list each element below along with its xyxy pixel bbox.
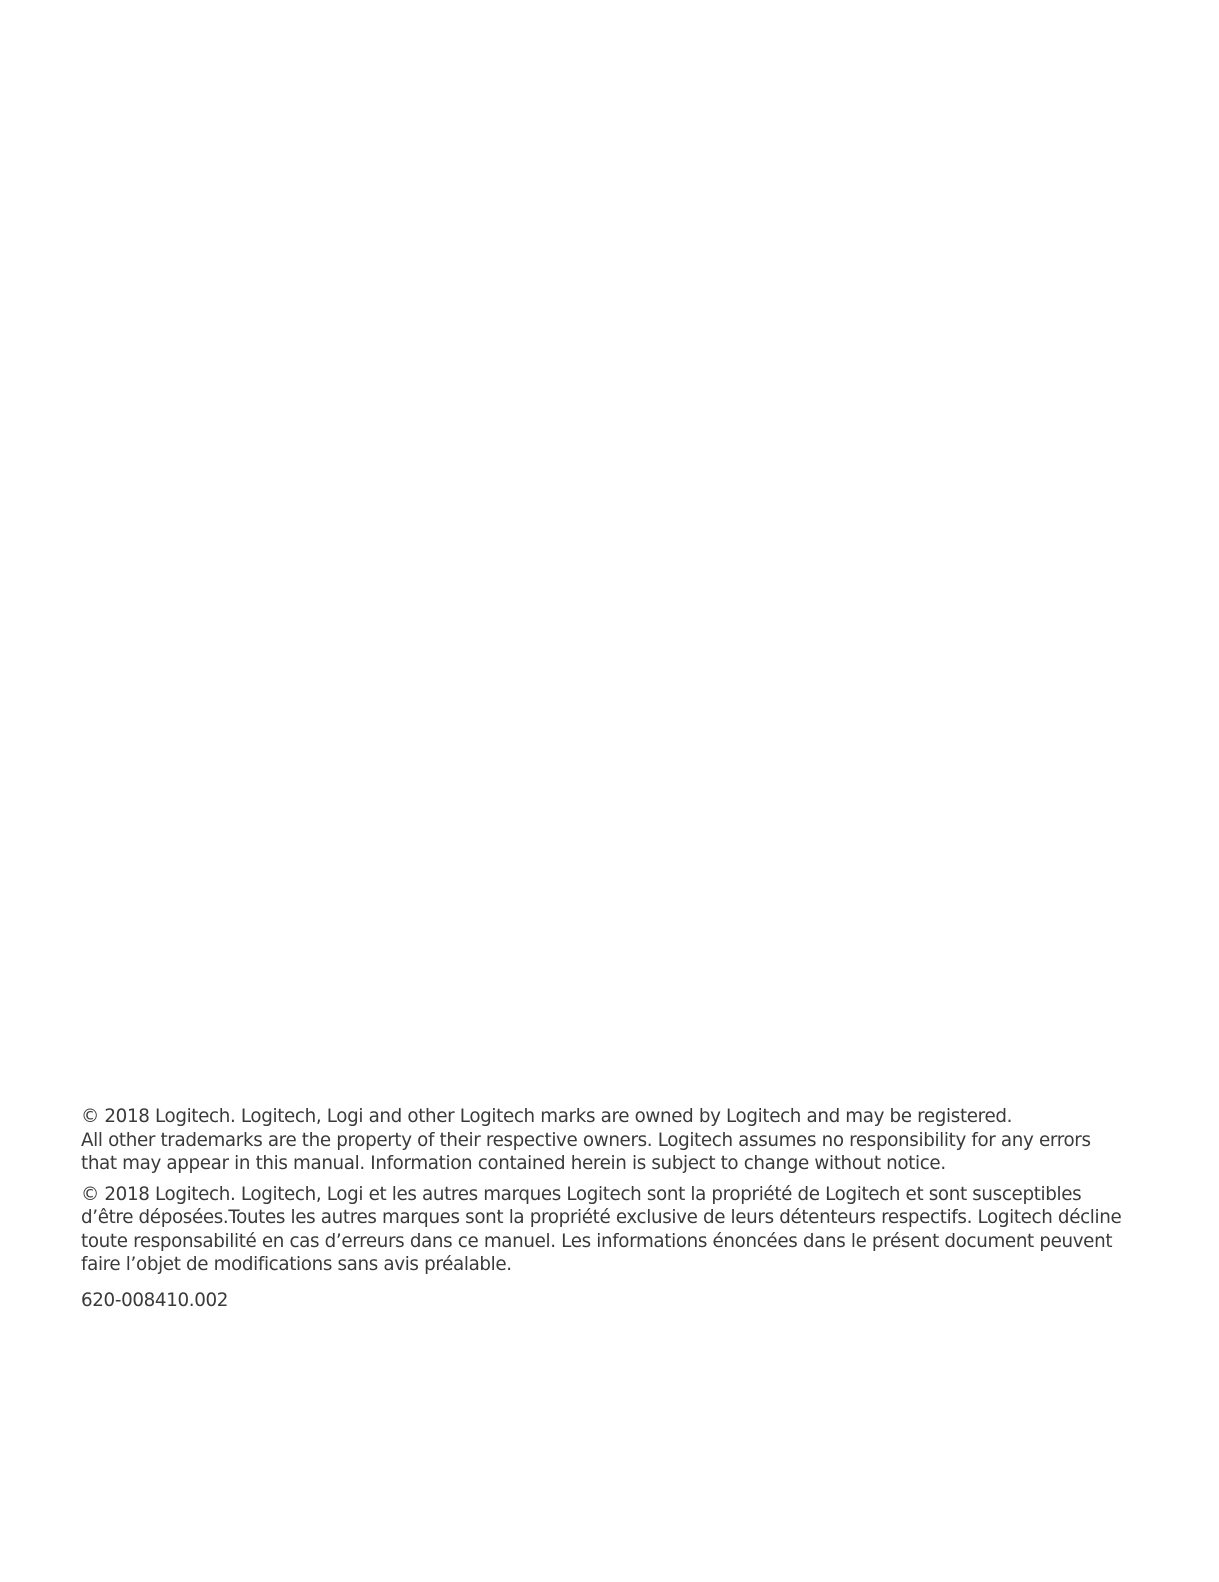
french-notice-line: © 2018 Logitech. Logitech, Logi et les autres marques Logitech sont la propriété de Logitech et sont susceptibles bbox=[81, 1183, 1082, 1205]
english-notice-line: All other trademarks are the property of their respective owners. Logitech assumes no responsibility for any errors bbox=[81, 1129, 1091, 1151]
french-notice-line: faire l’objet de modifications sans avis préalable. bbox=[81, 1254, 512, 1275]
part-number: 620-008410.002 bbox=[81, 1289, 229, 1311]
french-notice-line: toute responsabilité en cas d’erreurs dans ce manuel. Les informations énoncées dans le présent document peuvent bbox=[81, 1230, 1113, 1252]
french-notice-line: d’être déposées.Toutes les autres marques sont la propriété exclusive de leurs détenteurs respectifs. Logitech décline bbox=[81, 1207, 1122, 1228]
english-notice-line: that may appear in this manual. Information contained herein is subject to change without notice. bbox=[81, 1153, 946, 1174]
legal-notice-block bbox=[81, 1105, 1146, 1312]
french-copyright-notice bbox=[81, 1183, 1146, 1277]
english-copyright-notice bbox=[81, 1105, 1146, 1176]
english-notice-line: © 2018 Logitech. Logitech, Logi and other Logitech marks are owned by Logitech and may be registered. bbox=[81, 1106, 1013, 1127]
